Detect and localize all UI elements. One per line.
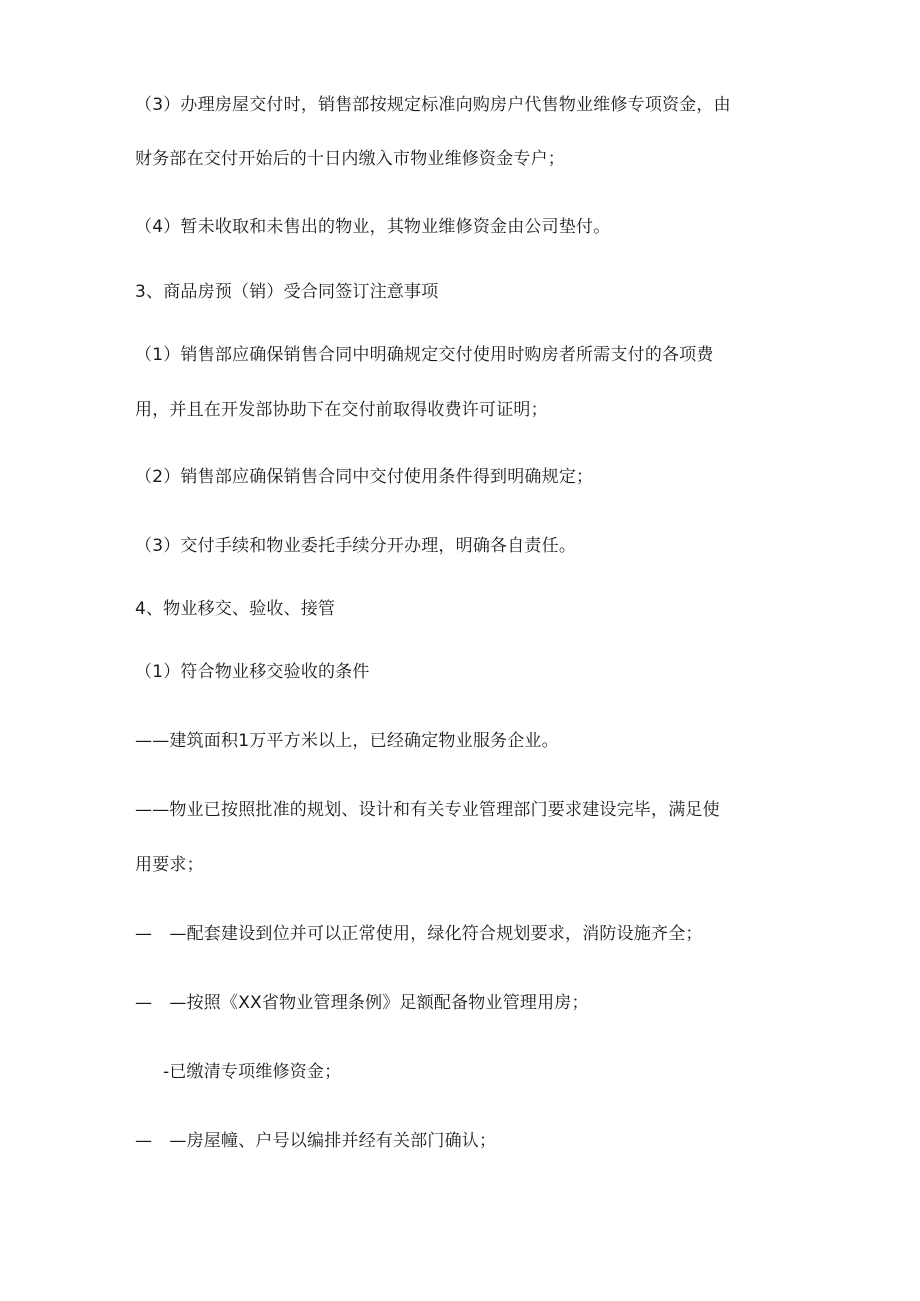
condition-item-construction-line-2: 用要求；	[135, 855, 204, 875]
paragraph-sub-1-line-2: 用，并且在开发部协助下在交付前取得收费许可证明；	[135, 400, 548, 420]
condition-item-construction-line-1: ——物业已按照批准的规划、设计和有关专业管理部门要求建设完毕，满足使	[135, 800, 720, 820]
paragraph-item-3-line-1: （3）办理房屋交付时，销售部按规定标准向购房户代售物业维修专项资金，由	[135, 95, 731, 115]
condition-item-facilities: — —配套建设到位并可以正常使用，绿化符合规划要求，消防设施齐全；	[135, 924, 703, 944]
condition-item-house-numbers: — —房屋幢、户号以编排并经有关部门确认；	[135, 1131, 497, 1151]
paragraph-sub-3: （3）交付手续和物业委托手续分开办理，明确各自责任。	[135, 536, 577, 556]
condition-item-maintenance-fund: -已缴清专项维修资金；	[163, 1062, 342, 1082]
condition-item-area: ——建筑面积1万平方米以上，已经确定物业服务企业。	[135, 731, 559, 751]
paragraph-item-3-line-2: 财务部在交付开始后的十日内缴入市物业维修资金专户；	[135, 149, 565, 169]
paragraph-item-4: （4）暂未收取和未售出的物业，其物业维修资金由公司垫付。	[135, 217, 611, 237]
subheading-conditions: （1）符合物业移交验收的条件	[135, 662, 370, 682]
paragraph-sub-1-line-1: （1）销售部应确保销售合同中明确规定交付使用时购房者所需支付的各项费	[135, 345, 714, 365]
condition-item-management-housing: — —按照《XX省物业管理条例》足额配备物业管理用房；	[135, 993, 589, 1013]
section-heading-4: 4、物业移交、验收、接管	[135, 599, 336, 619]
paragraph-sub-2: （2）销售部应确保销售合同中交付使用条件得到明确规定；	[135, 467, 594, 487]
section-heading-3: 3、商品房预（销）受合同签订注意事项	[135, 282, 439, 302]
